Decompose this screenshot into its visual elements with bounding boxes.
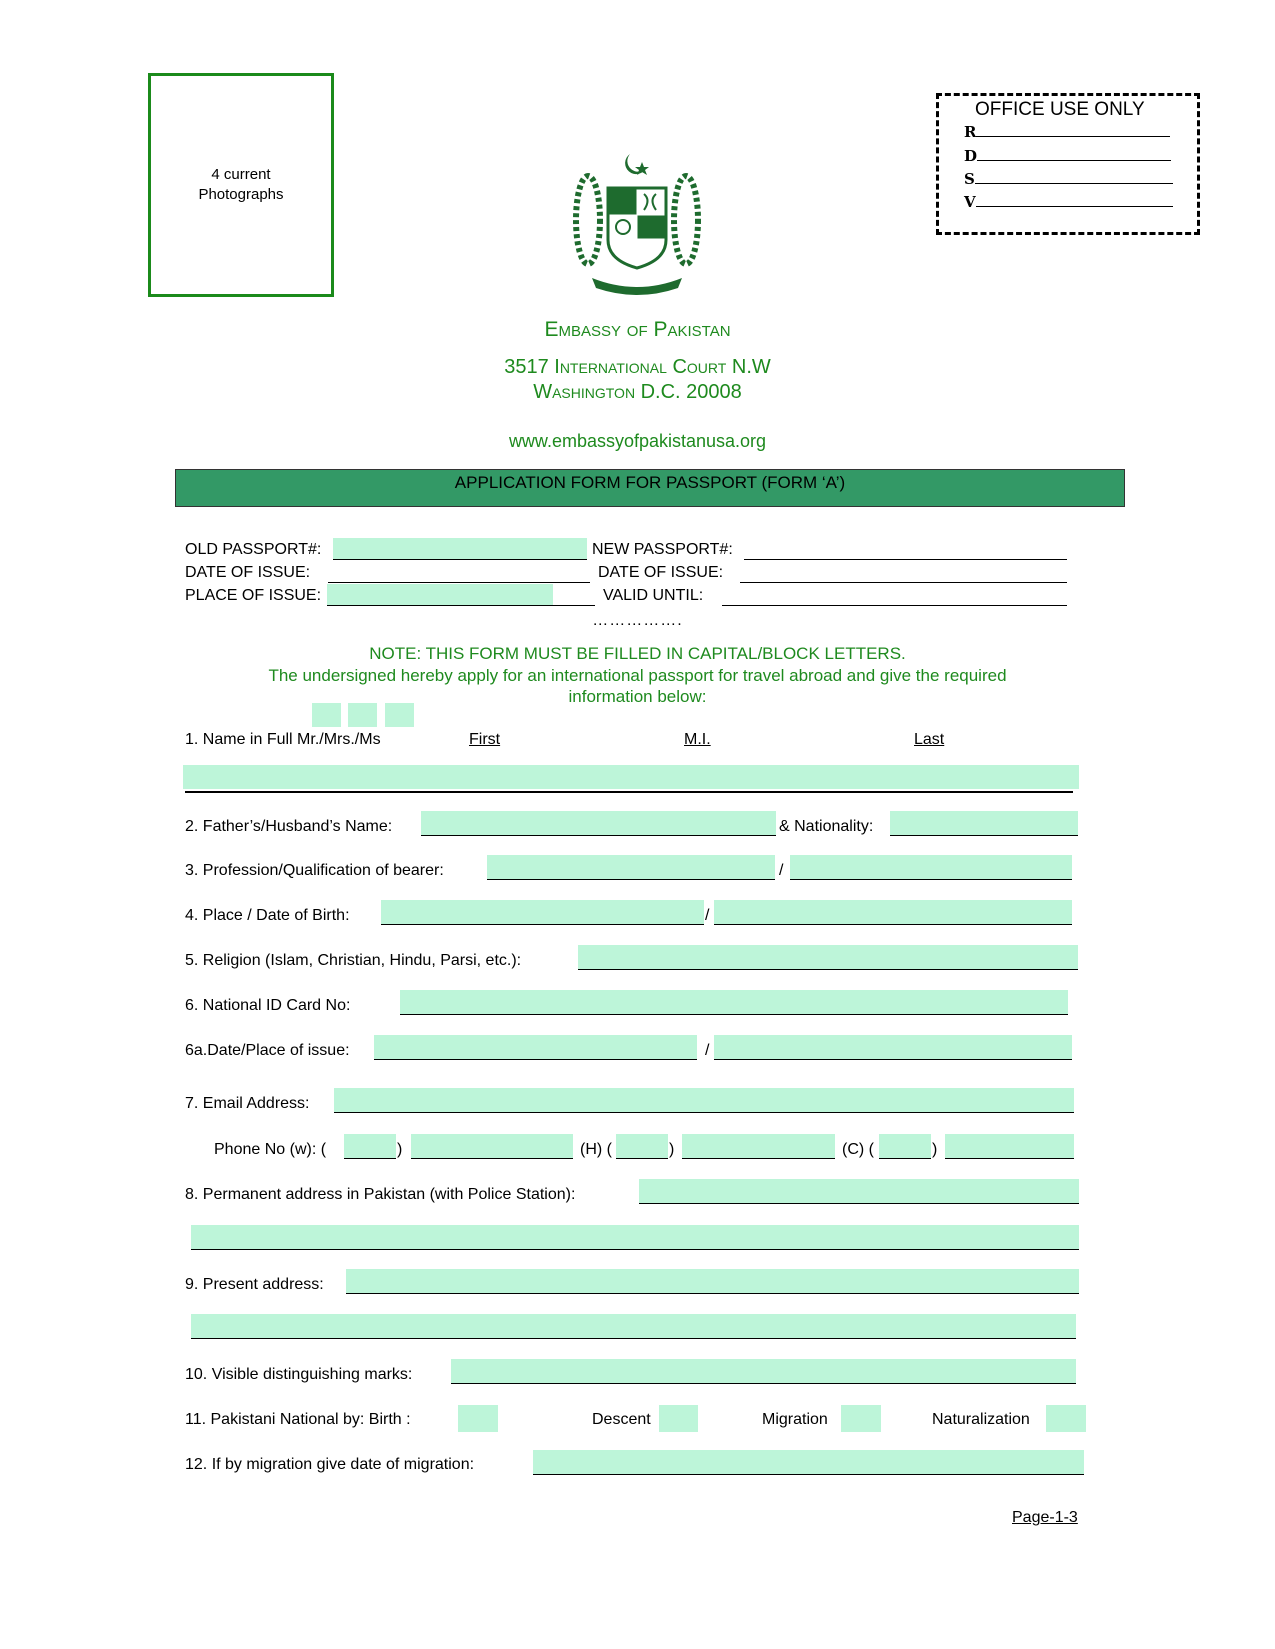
phone-work-label: Phone No (w): ( <box>214 1141 327 1158</box>
id-issue-place-field[interactable] <box>714 1035 1072 1060</box>
page-number: Page-1-3 <box>1012 1509 1078 1526</box>
national-id-field[interactable] <box>400 990 1068 1015</box>
phone-cell-label: (C) ( <box>842 1141 874 1158</box>
distinguishing-marks-field[interactable] <box>451 1359 1076 1384</box>
present-address-line2[interactable] <box>191 1314 1076 1339</box>
phone-home-close-paren: ) <box>669 1141 675 1158</box>
phone-home-area-code[interactable] <box>616 1134 668 1159</box>
permanent-address-line1[interactable] <box>639 1179 1079 1204</box>
date-of-issue-right-label: DATE OF ISSUE: <box>598 564 724 581</box>
phone-work-area-code[interactable] <box>344 1134 396 1159</box>
descent-checkbox[interactable] <box>659 1405 698 1432</box>
new-passport-field[interactable] <box>744 538 1067 560</box>
q12-label: 12. If by migration give date of migration: <box>185 1456 475 1473</box>
title-mrs-checkbox[interactable] <box>348 703 377 727</box>
photo-line1: 4 current <box>211 166 271 183</box>
q6a-label: 6a.Date/Place of issue: <box>185 1042 350 1059</box>
q1-first-label: First <box>469 731 501 748</box>
nationality-field[interactable] <box>890 811 1078 836</box>
place-of-issue-label: PLACE OF ISSUE: <box>185 587 322 604</box>
place-of-issue-field-ext <box>553 584 595 606</box>
full-name-field[interactable] <box>183 765 1079 789</box>
form-title-banner: APPLICATION FORM FOR PASSPORT (FORM ‘A’) <box>175 469 1125 507</box>
email-field[interactable] <box>334 1088 1074 1113</box>
date-of-issue-left-label: DATE OF ISSUE: <box>185 564 311 581</box>
date-of-issue-right-field[interactable] <box>740 561 1067 583</box>
new-passport-label: NEW PASSPORT#: <box>592 541 733 558</box>
permanent-address-line2[interactable] <box>191 1225 1079 1250</box>
valid-until-label: VALID UNTIL: <box>603 587 704 604</box>
naturalization-label: Naturalization <box>932 1411 1030 1428</box>
date-of-issue-left-field[interactable] <box>328 561 590 583</box>
old-passport-label: OLD PASSPORT#: <box>185 541 322 558</box>
migration-checkbox[interactable] <box>841 1405 881 1432</box>
phone-cell-number[interactable] <box>945 1134 1074 1159</box>
phone-home-label: (H) ( <box>580 1141 612 1158</box>
place-of-birth-field[interactable] <box>381 900 704 925</box>
phone-work-close-paren: ) <box>397 1141 403 1158</box>
q2-label: 2. Father’s/Husband’s Name: <box>185 818 393 835</box>
phone-cell-area-code[interactable] <box>879 1134 931 1159</box>
note-capital-letters: NOTE: THIS FORM MUST BE FILLED IN CAPITAL/BLOCK LETTERS. <box>369 644 906 663</box>
naturalization-checkbox[interactable] <box>1046 1405 1086 1432</box>
q2-nationality-label: & Nationality: <box>779 818 874 835</box>
note-line-3: information below: <box>568 687 707 706</box>
title-mr-checkbox[interactable] <box>312 703 341 727</box>
embassy-name: Embassy of Pakistan <box>544 318 731 341</box>
q11-label: 11. Pakistani National by: Birth : <box>185 1411 411 1428</box>
q7-label: 7. Email Address: <box>185 1095 310 1112</box>
address-line-2: Washington D.C. 20008 <box>533 381 742 403</box>
q3-slash: / <box>779 862 784 879</box>
website-link[interactable]: www.embassyofpakistanusa.org <box>508 431 767 451</box>
profession-field[interactable] <box>487 855 775 880</box>
religion-field[interactable] <box>578 945 1078 970</box>
q3-label: 3. Profession/Qualification of bearer: <box>185 862 444 879</box>
office-row-v: V <box>964 192 1173 211</box>
old-passport-field[interactable] <box>333 538 587 560</box>
address-line-1: 3517 International Court N.W <box>504 356 771 378</box>
phone-cell-close-paren: ) <box>932 1141 938 1158</box>
valid-until-field[interactable] <box>722 584 1067 606</box>
q10-label: 10. Visible distinguishing marks: <box>185 1366 413 1383</box>
office-row-r: R <box>964 122 1170 141</box>
q4-label: 4. Place / Date of Birth: <box>185 907 350 924</box>
q9-label: 9. Present address: <box>185 1276 324 1293</box>
q1-last-label: Last <box>914 731 945 748</box>
photo-box <box>148 73 334 297</box>
q8-label: 8. Permanent address in Pakistan (with Police Station): <box>185 1186 576 1203</box>
place-of-issue-field[interactable] <box>327 584 553 606</box>
q6a-slash: / <box>705 1042 710 1059</box>
full-name-underline <box>185 791 1073 793</box>
q1-label: 1. Name in Full Mr./Mrs./Ms <box>185 731 381 748</box>
q5-label: 5. Religion (Islam, Christian, Hindu, Parsi, etc.): <box>185 952 522 969</box>
qualification-field[interactable] <box>790 855 1072 880</box>
date-of-birth-field[interactable] <box>714 900 1072 925</box>
pakistan-emblem-icon <box>572 150 702 300</box>
photo-line2: Photographs <box>198 186 284 203</box>
office-use-title: OFFICE USE ONLY <box>975 99 1145 120</box>
separator-dots: ……………. <box>592 612 683 629</box>
migration-date-field[interactable] <box>533 1450 1084 1475</box>
office-row-s: S <box>964 169 1173 188</box>
office-use-box <box>936 93 1200 235</box>
migration-label: Migration <box>762 1411 828 1428</box>
present-address-line1[interactable] <box>346 1269 1079 1294</box>
phone-work-number[interactable] <box>411 1134 573 1159</box>
phone-home-number[interactable] <box>682 1134 835 1159</box>
birth-checkbox[interactable] <box>458 1405 498 1432</box>
id-issue-date-field[interactable] <box>374 1035 697 1060</box>
q6-label: 6. National ID Card No: <box>185 997 351 1014</box>
q1-mi-label: M.I. <box>684 731 711 748</box>
office-row-d: D <box>964 146 1171 165</box>
descent-label: Descent <box>592 1411 651 1428</box>
q4-slash: / <box>705 907 710 924</box>
father-husband-name-field[interactable] <box>421 811 776 836</box>
title-ms-checkbox[interactable] <box>385 703 414 727</box>
note-line-2: The undersigned hereby apply for an international passport for travel abroad and give the required <box>268 666 1007 685</box>
